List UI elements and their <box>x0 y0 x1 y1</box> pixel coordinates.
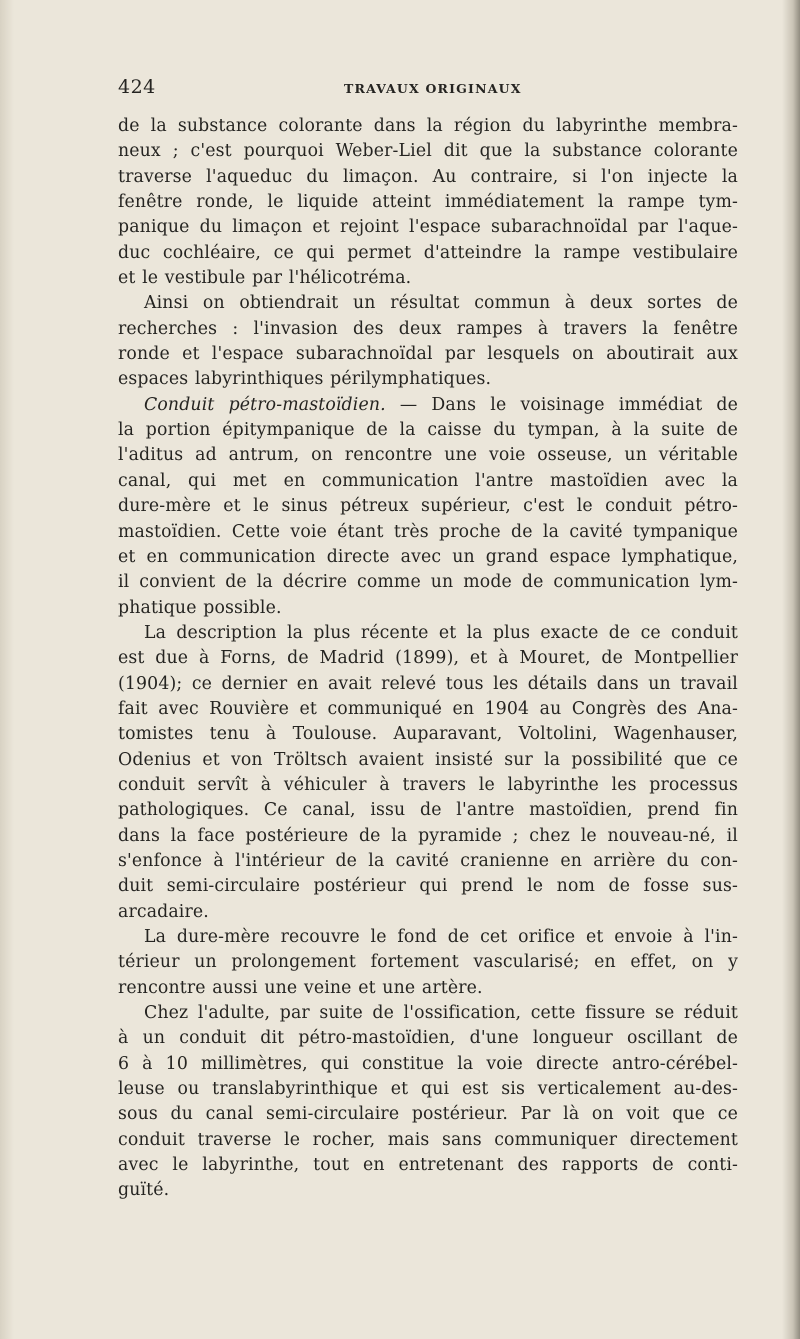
text-line: à un conduit dit pétro-mastoïdien, d'une longueur oscillant de <box>118 1028 738 1049</box>
text-line: avec le labyrinthe, tout en entretenant des rapports de conti- <box>118 1155 738 1176</box>
paragraph-start: Chez l'adulte, par suite de l'ossification, cette fissure se réduit <box>144 1003 738 1024</box>
text-line: leuse ou translabyrinthique et qui est sis verticalement au-des- <box>118 1079 738 1100</box>
page-header <box>118 72 738 102</box>
text-line: recherches : l'invasion des deux rampes à travers la fenêtre <box>118 318 738 339</box>
text-line: tomistes tenu à Toulouse. Auparavant, Voltolini, Wagenhauser, <box>118 724 738 745</box>
text-line: guïté. <box>118 1180 170 1201</box>
text-line: fait avec Rouvière et communiqué en 1904 au Congrès des Ana- <box>118 698 738 719</box>
text-line: térieur un prolongement fortement vascularisé; en effet, on y <box>118 952 738 973</box>
page-edge-right <box>782 0 800 1339</box>
body-text <box>118 114 738 1204</box>
section-heading-line <box>118 393 738 418</box>
text-line: Odenius et von Tröltsch avaient insisté sur la possibilité que ce <box>118 749 738 770</box>
text-line: et en communication directe avec un grand espace lymphatique, <box>118 546 738 567</box>
text-line: l'aditus ad antrum, on rencontre une voie osseuse, un véritable <box>118 445 738 466</box>
text-line: dans la face postérieure de la pyramide ; chez le nouveau-né, il <box>118 825 738 846</box>
section-heading-continuation: — Dans le voisinage immédiat de <box>385 394 738 415</box>
text-line: arcadaire. <box>118 901 209 922</box>
text-line: duit semi-circulaire postérieur qui prend le nom de fosse sus- <box>118 876 738 897</box>
text-line: sous du canal semi-circulaire postérieur. Par là on voit que ce <box>118 1104 738 1125</box>
text-line: dure-mère et le sinus pétreux supérieur, c'est le conduit pétro- <box>118 496 738 517</box>
text-line: conduit traverse le rocher, mais sans communiquer directement <box>118 1129 738 1150</box>
section-heading: Conduit pétro-mastoïdien. <box>144 394 386 415</box>
text-line: phatique possible. <box>118 597 282 618</box>
text-line: traverse l'aqueduc du limaçon. Au contraire, si l'on injecte la <box>118 166 738 187</box>
running-title: TRAVAUX ORIGINAUX <box>344 81 522 96</box>
text-line: canal, qui met en communication l'antre mastoïdien avec la <box>118 470 738 491</box>
text-line: mastoïdien. Cette voie étant très proche de la cavité tympanique <box>118 521 738 542</box>
text-line: de la substance colorante dans la région du labyrinthe membra- <box>118 116 738 136</box>
text-line: pathologiques. Ce canal, issu de l'antre mastoïdien, prend fin <box>118 800 738 821</box>
page-edge-left <box>0 0 14 1339</box>
paragraph-start: La description la plus récente et la plus exacte de ce conduit <box>144 622 738 643</box>
text-line: s'enfonce à l'intérieur de la cavité cranienne en arrière du con- <box>118 850 738 871</box>
paragraph-start: Ainsi on obtiendrait un résultat commun à deux sortes de <box>144 293 738 314</box>
text-line: est due à Forns, de Madrid (1899), et à Mouret, de Montpellier <box>118 648 738 669</box>
text-line: (1904); ce dernier en avait relevé tous les détails dans un travail <box>118 673 738 694</box>
text-line: duc cochléaire, ce qui permet d'atteindre la rampe vestibulaire <box>118 242 738 263</box>
text-line: neux ; c'est pourquoi Weber-Liel dit que la substance colorante <box>118 141 738 162</box>
text-line: ronde et l'espace subarachnoïdal par lesquels on aboutirait aux <box>118 344 738 365</box>
page-number: 424 <box>118 76 156 98</box>
text-line: panique du limaçon et rejoint l'espace subarachnoïdal par l'aque- <box>118 217 738 238</box>
text-line: conduit servît à véhiculer à travers le labyrinthe les processus <box>118 774 738 795</box>
text-line: fenêtre ronde, le liquide atteint immédiatement la rampe tym- <box>118 192 738 213</box>
text-line: espaces labyrinthiques périlymphatiques. <box>118 369 492 390</box>
text-line: rencontre aussi une veine et une artère. <box>118 977 483 998</box>
text-line: il convient de la décrire comme un mode de communication lym- <box>118 572 738 593</box>
paragraph-start: La dure-mère recouvre le fond de cet orifice et envoie à l'in- <box>144 927 738 947</box>
text-line: et le vestibule par l'hélicotréma. <box>118 268 412 289</box>
text-line: la portion épitympanique de la caisse du tympan, à la suite de <box>118 420 738 441</box>
text-line: 6 à 10 millimètres, qui constitue la voie directe antro-cérébel- <box>118 1053 738 1074</box>
